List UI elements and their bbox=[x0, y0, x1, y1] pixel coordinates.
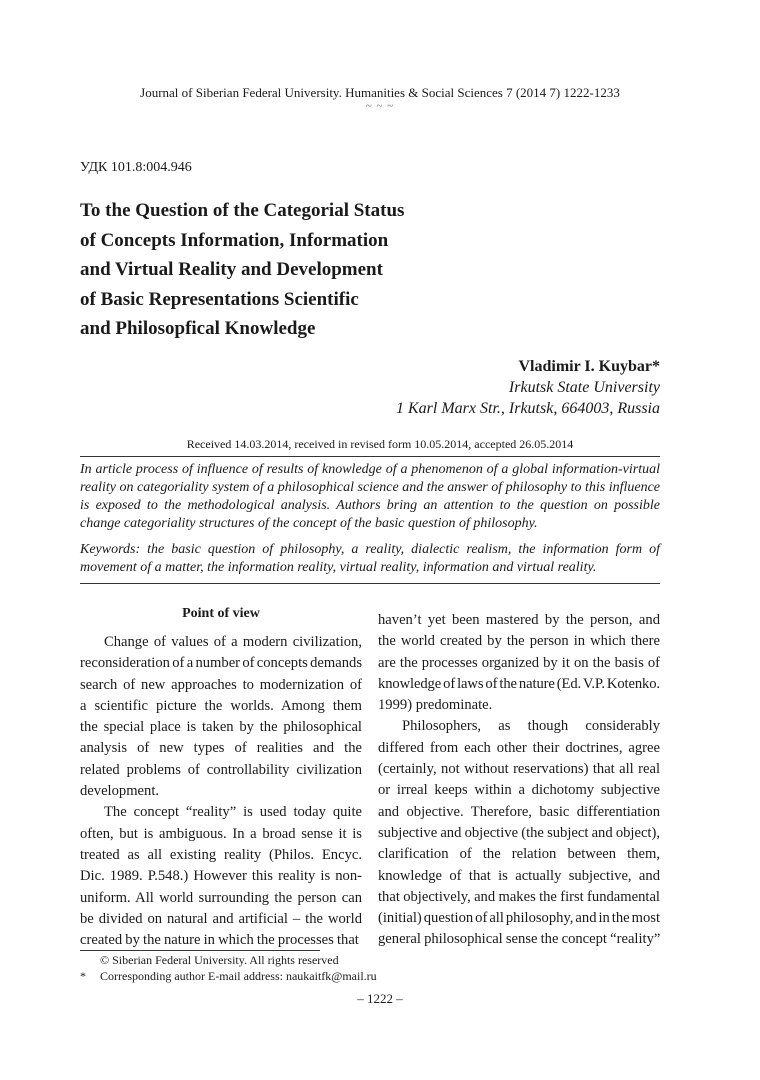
text-line: search of new approaches to modernization of bbox=[80, 676, 362, 693]
author-name: Vladimir I. Kuybar* bbox=[518, 358, 660, 375]
text-line: The concept “reality” is used today quite bbox=[104, 804, 362, 821]
footnote-marker: * bbox=[80, 969, 86, 983]
text-line: that objectively, and makes the first fundamental bbox=[378, 888, 660, 905]
text-line: Philosophers, as though considerably bbox=[402, 718, 660, 735]
title-line: of Basic Representations Scientific bbox=[80, 288, 359, 310]
text-line: often, but is ambiguous. In a broad sense it is bbox=[80, 825, 362, 842]
text-line: clarification of the relation between them, bbox=[378, 846, 660, 863]
page-number: – 1222 – bbox=[357, 991, 403, 1006]
text-line: knowledge of that is actually subjective, and bbox=[378, 867, 660, 884]
author-block bbox=[396, 356, 660, 419]
title-line: of Concepts Information, Information bbox=[80, 229, 389, 251]
text-line: analysis of new types of realities and the bbox=[80, 740, 362, 757]
text-line: Change of values of a modern civilization, bbox=[104, 634, 362, 650]
article-title bbox=[80, 196, 404, 344]
left-column bbox=[80, 602, 362, 951]
body-columns bbox=[80, 602, 660, 951]
text-line: (certainly, not without reservations) that all real bbox=[378, 761, 660, 778]
text-line: Dic. 1989. P.548.) However this reality is non- bbox=[80, 868, 362, 885]
text-line: differed from each other their doctrines, agree bbox=[378, 739, 660, 756]
text-line: a scientific picture the worlds. Among them bbox=[80, 697, 362, 714]
udk-code: УДК 101.8:004.946 bbox=[80, 160, 192, 175]
text-line: be divided on natural and artificial – the world bbox=[80, 910, 362, 927]
author-address: 1 Karl Marx Str., Irkutsk, 664003, Russia bbox=[396, 400, 660, 417]
journal-header: Journal of Siberian Federal University. Humanities & Social Sciences 7 (2014 7) 1222-1233 bbox=[140, 85, 620, 100]
copyright-note: © Siberian Federal University. All rights reserved bbox=[100, 953, 339, 967]
text-line: (initial) question of all philosophy, and in the most bbox=[378, 910, 660, 927]
abstract: In article process of influence of results of knowledge of a phenomenon of a global information-virtual reality on categoriality system of a philosophical science and the answer of philosophy to this influence is exposed to the methodological analysis. Authors bring an attention to the question on possible change categoriality structures of the concept of the basic question of philosophy. bbox=[80, 462, 661, 531]
text-line: haven’t yet been mastered by the person, and bbox=[378, 612, 660, 628]
footnote-divider bbox=[80, 950, 320, 951]
title-line: and Virtual Reality and Development bbox=[80, 259, 383, 280]
text-line: related problems of controllability civilization bbox=[80, 761, 362, 778]
text-line: 1999) predominate. bbox=[378, 697, 493, 714]
title-line: To the Question of the Categorial Status bbox=[80, 200, 405, 221]
footnotes bbox=[80, 952, 377, 984]
section-heading: Point of view bbox=[182, 606, 260, 621]
text-line: knowledge of laws of the nature (Ed. V.P. Kotenko. bbox=[378, 675, 660, 692]
header-ornament: ~ ~ ~ bbox=[365, 100, 395, 112]
corresponding-author-note: Corresponding author E-mail address: naukaitfk@mail.ru bbox=[100, 969, 377, 983]
received-dates: Received 14.03.2014, received in revised form 10.05.2014, accepted 26.05.2014 bbox=[186, 437, 574, 451]
text-line: the world created by the person in which there bbox=[378, 633, 660, 650]
text-line: the special place is taken by the philosophical bbox=[80, 719, 362, 736]
divider bbox=[80, 583, 660, 584]
divider bbox=[80, 456, 660, 457]
title-line: and Philosopfical Knowledge bbox=[80, 318, 316, 339]
text-line: or irreal keeps within a dichotomy subjective bbox=[378, 782, 660, 799]
text-line: treated as all existing reality (Philos. Encyc. bbox=[80, 846, 362, 863]
keywords: Keywords: the basic question of philosophy, a reality, dialectic realism, the information form of movement of a matter, the information reality, virtual reality, information and virtual reality. bbox=[80, 542, 660, 575]
text-line: reconsideration of a number of concepts demands bbox=[80, 655, 362, 672]
text-line: general philosophical sense the concept “reality” bbox=[378, 931, 661, 948]
author-affiliation: Irkutsk State University bbox=[508, 379, 660, 396]
article-body bbox=[80, 456, 660, 951]
text-line: and objective. Therefore, basic differentiation bbox=[378, 803, 660, 820]
text-line: created by the nature in which the processes that bbox=[80, 932, 359, 949]
text-line: development. bbox=[80, 783, 160, 800]
text-line: subjective and objective (the subject and object), bbox=[378, 824, 660, 841]
right-column bbox=[378, 602, 660, 951]
text-line: uniform. All world surrounding the person can bbox=[80, 889, 362, 906]
text-line: are the processes organized by it on the basis of bbox=[378, 654, 660, 671]
